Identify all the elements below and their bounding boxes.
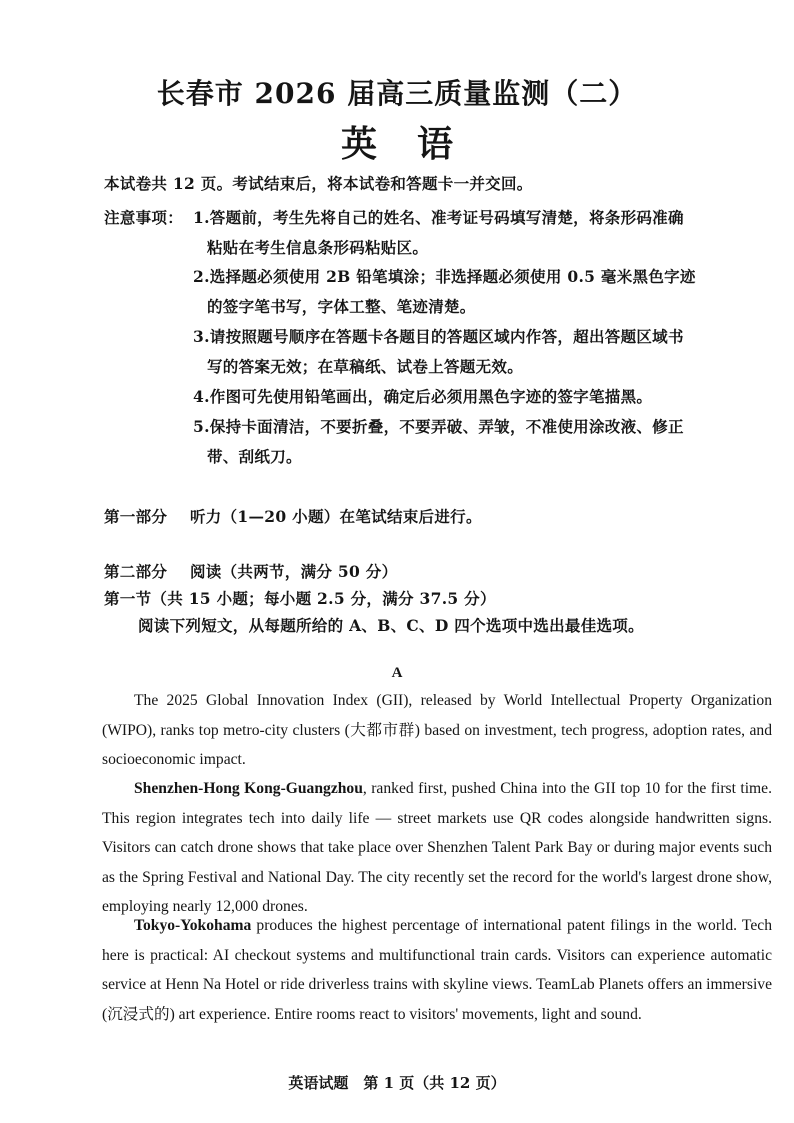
notice-item-2-line2: 的签字笔书写，字体工整、笔迹清楚。 bbox=[207, 297, 476, 316]
notice-item-3-line1: 3.请按照题号顺序在答题卡各题目的答题区域内作答，超出答题区域书 bbox=[193, 327, 684, 346]
part1-label: 第一部分 bbox=[104, 507, 168, 526]
notice-item-1-line2: 粘贴在考生信息条形码粘贴区。 bbox=[207, 238, 429, 257]
part2-text: 阅读（共两节，满分 50 分） bbox=[190, 562, 398, 581]
passage-paragraph-1 bbox=[102, 686, 772, 775]
notice-item-2-line1: 2.选择题必须使用 2B 铅笔填涂；非选择题必须使用 0.5 毫米黑色字迹 bbox=[193, 267, 696, 286]
section1-title: 第一节（共 15 小题；每小题 2.5 分，满分 37.5 分） bbox=[104, 589, 496, 608]
reading-instruction: 阅读下列短文，从每题所给的 A、B、C、D 四个选项中选出最佳选项。 bbox=[138, 616, 644, 635]
passage-label: A bbox=[391, 665, 403, 681]
part1-text: 听力（1—20 小题）在笔试结束后进行。 bbox=[190, 507, 482, 526]
notice-label: 注意事项： bbox=[104, 208, 184, 227]
notice-item-5-line1: 5.保持卡面清洁，不要折叠，不要弄破、弄皱，不准使用涂改液、修正 bbox=[193, 417, 684, 436]
subject-title: 英语 bbox=[340, 123, 493, 165]
exam-intro: 本试卷共 12 页。考试结束后，将本试卷和答题卡一并交回。 bbox=[104, 174, 533, 193]
passage-paragraph-1-text: The 2025 Global Innovation Index (GII), released by World Intellectual Property Organization (WIPO), ranks top metro-city clusters (大都市群) based on investment, tech progress, adoption rates, and socioeconomic impact. bbox=[102, 692, 772, 768]
notice-item-4-line1: 4.作图可先使用铅笔画出，确定后必须用黑色字迹的签字笔描黑。 bbox=[193, 387, 653, 406]
passage-paragraph-2-text: , ranked first, pushed China into the GII top 10 for the first time. This region integrates tech into daily life — street markets use QR codes alongside handwritten signs. Visitors can catch drone shows that take place over Shenzhen Talent Park Bay or during major events such as the Spring Festival and National Day. The city recently set the record for the world's largest drone show, employing nearly 12,000 drones. bbox=[102, 780, 772, 915]
exam-title: 长春市 2026 届高三质量监测（二） bbox=[156, 77, 638, 110]
passage-paragraph-2-heading: Shenzhen-Hong Kong-Guangzhou bbox=[134, 780, 363, 797]
page-footer: 英语试题 第 1 页（共 12 页） bbox=[288, 1074, 506, 1092]
passage-paragraph-3-text: produces the highest percentage of international patent filings in the world. Tech here is practical: AI checkout systems and multifunctional train cards. Visitors can experience automatic service at Henn Na Hotel or ride driverless trains with skyline views. TeamLab Planets offers an immersive (沉浸式的) art experience. Entire rooms react to visitors' movements, light and sound. bbox=[102, 917, 772, 1023]
notice-item-3-line2: 写的答案无效；在草稿纸、试卷上答题无效。 bbox=[207, 357, 524, 376]
passage-paragraph-3 bbox=[102, 911, 772, 1029]
passage-paragraph-2 bbox=[102, 774, 772, 922]
passage-paragraph-3-heading: Tokyo-Yokohama bbox=[134, 917, 252, 934]
notice-item-1-line1: 1.答题前，考生先将自己的姓名、准考证号码填写清楚，将条形码准确 bbox=[193, 208, 684, 227]
notice-item-5-line2: 带、刮纸刀。 bbox=[207, 447, 302, 466]
part2-label: 第二部分 bbox=[104, 562, 168, 581]
